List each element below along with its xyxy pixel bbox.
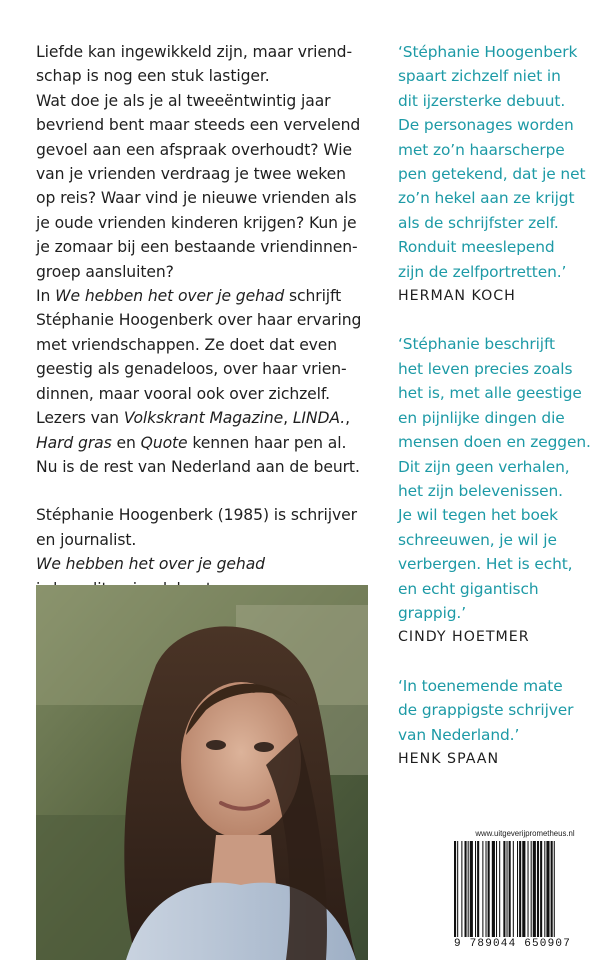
barcode-bar — [551, 841, 553, 937]
book-title: We hebben het over je gehad — [36, 555, 265, 574]
barcode-bar — [531, 841, 532, 937]
magazine-name: Quote — [140, 433, 188, 452]
blurb-line: bevriend bent maar steeds een vervelend — [36, 116, 361, 135]
quote-line: ‘Stéphanie beschrijft — [398, 335, 555, 354]
barcode-bar — [482, 841, 483, 937]
blurb-line: Wat doe je als je al tweeëntwintig jaar — [36, 91, 331, 110]
blurb-text: en — [116, 433, 136, 452]
barcode-bar — [461, 841, 462, 937]
quote-line: dit ijzersterke debuut. — [398, 91, 566, 110]
publisher-url: www.uitgeverijprometheus.nl — [475, 829, 575, 838]
blurb-column — [36, 40, 381, 601]
quote-line: ‘Stéphanie Hoogenberk — [398, 43, 578, 61]
quote-block-koch — [398, 40, 598, 308]
quote-author: HENK SPAAN — [398, 750, 500, 767]
blurb-line: van je vrienden verdraag je twee weken — [36, 165, 346, 184]
barcode-bar — [499, 841, 500, 937]
quote-text — [398, 40, 598, 284]
quote-line: het leven precies zoals — [398, 359, 573, 378]
quote-author: CINDY HOETMER — [398, 629, 530, 646]
barcode-bar — [507, 841, 508, 937]
quote-line: de grappigste schrijver — [398, 701, 574, 720]
barcode-bar — [475, 841, 476, 937]
barcode-bar — [519, 841, 521, 937]
blurb-text: Lezers van — [36, 409, 119, 428]
blurb-line: Stéphanie Hoogenberk over haar ervaring — [36, 311, 362, 330]
quote-line: en pijnlijke dingen die — [398, 408, 565, 427]
barcode-bar — [492, 841, 495, 937]
barcode-bar — [503, 841, 505, 937]
isbn-barcode — [452, 841, 598, 937]
barcode-bar — [554, 841, 555, 937]
barcode-bar — [496, 841, 497, 937]
blurb-line: met vriendschappen. Ze doet dat even — [36, 335, 338, 354]
author-photo — [36, 585, 368, 960]
barcode-bar — [454, 841, 456, 937]
blurb-text: schrijft — [288, 287, 342, 306]
quote-line: het is, met alle geestige — [398, 384, 582, 403]
blurb-line: Nu is de rest van Nederland aan de beurt. — [36, 457, 360, 476]
barcode-bar — [537, 841, 539, 937]
barcode-bar — [465, 841, 467, 937]
blurb-paragraph-1 — [36, 40, 381, 284]
quote-line: schreeuwen, je wil je — [398, 530, 557, 549]
quote-line: De personages worden — [398, 116, 574, 135]
quote-line: verbergen. Het is echt, — [398, 555, 573, 574]
quote-line: zijn de zelfportretten.’ — [398, 262, 567, 281]
quote-line: Je wil tegen het boek — [398, 506, 558, 525]
barcode-bar — [457, 841, 458, 937]
blurb-paragraph-2 — [36, 284, 381, 479]
blurb-text: , — [345, 409, 350, 428]
quote-line: mensen doen en zeggen. — [398, 433, 591, 452]
blurb-line: dinnen, maar vooral ook over zichzelf. — [36, 384, 331, 403]
barcode-bar — [509, 841, 511, 937]
magazine-name: Hard gras — [36, 433, 112, 452]
author-portrait-image — [36, 585, 368, 960]
quote-line: ‘In toenemende mate — [398, 676, 563, 695]
barcode-bar — [477, 841, 479, 937]
quote-line: Dit zijn geen verhalen, — [398, 457, 570, 476]
barcode-bar — [486, 841, 487, 937]
barcode-bar — [546, 841, 549, 937]
blurb-text: kennen haar pen al. — [192, 433, 347, 452]
quote-line: zo’n hekel aan ze krijgt — [398, 189, 575, 208]
blurb-text: , — [283, 409, 288, 428]
blurb-line: Liefde kan ingewikkeld zijn, maar vriend- — [36, 43, 352, 61]
quote-line: van Nederland.’ — [398, 725, 520, 744]
quote-text — [398, 674, 598, 747]
barcode-bar — [540, 841, 542, 937]
blurb-line: schap is nog een stuk lastiger. — [36, 67, 270, 86]
blurb-line: je oude vrienden kinderen krijgen? Kun je — [36, 213, 357, 232]
quote-author: HERMAN KOCH — [398, 288, 516, 305]
blurb-line: gevoel aan een afspraak overhoudt? Wie — [36, 140, 352, 159]
quote-line: spaart zichzelf niet in — [398, 67, 561, 86]
barcode-area — [452, 829, 598, 950]
blurb-line: je zomaar bij een bestaande vriendinnen- — [36, 238, 358, 257]
quote-line: pen getekend, dat je net — [398, 165, 586, 184]
blurb-line: groep aansluiten? — [36, 262, 174, 281]
barcode-bar — [528, 841, 529, 937]
magazine-name: LINDA. — [292, 409, 346, 428]
magazine-name: Volkskrant Magazine — [123, 409, 284, 428]
quotes-column — [398, 40, 598, 771]
blurb-text: In — [36, 287, 51, 306]
barcode-bar — [522, 841, 525, 937]
isbn-number: 9 789044 650907 — [454, 938, 572, 950]
quote-text — [398, 332, 598, 625]
quote-line: het zijn belevenissen. — [398, 481, 563, 500]
barcode-bar — [470, 841, 473, 937]
quote-block-spaan — [398, 674, 598, 772]
quote-line: Ronduit meeslepend — [398, 238, 555, 257]
blurb-line: geestig als genadeloos, over haar vrien- — [36, 360, 347, 379]
quote-line: als de schrijfster zelf. — [398, 213, 559, 232]
barcode-bar — [544, 841, 545, 937]
barcode-bar — [517, 841, 518, 937]
barcode-bar — [488, 841, 490, 937]
quote-line: grappig.’ — [398, 603, 466, 622]
barcode-bar — [468, 841, 469, 937]
quote-line: en echt gigantisch — [398, 579, 539, 598]
quote-block-hoetmer — [398, 332, 598, 649]
barcode-bar — [533, 841, 536, 937]
barcode-bar — [513, 841, 514, 937]
bio-line: Stéphanie Hoogenberk (1985) is schrijver — [36, 506, 357, 525]
bio-line: en journalist. — [36, 530, 137, 549]
quote-line: met zo’n haarscherpe — [398, 140, 565, 159]
book-title: We hebben het over je gehad — [55, 287, 285, 306]
blurb-line: op reis? Waar vind je nieuwe vrienden als — [36, 189, 357, 208]
